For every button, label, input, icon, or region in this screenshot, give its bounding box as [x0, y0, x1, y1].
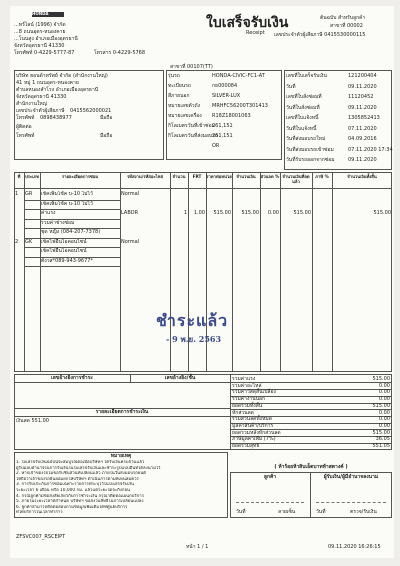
table-header-cell: รหัสงาน/รหัสอะไหล่ — [126, 174, 164, 179]
summary-label: มูลค่าสินค้า/บริการ — [232, 422, 274, 429]
page-number: หน้า 1 / 1 — [186, 544, 209, 550]
doc-info-label: วันที่ส่งมอบรถเข้าซ่อม — [286, 146, 334, 153]
table-header-cell: จำนวนเงินทั้งสิ้น — [347, 174, 377, 179]
company-address-2: ...โนนสูง อำเภอเมืองอุดรธานี — [14, 36, 78, 42]
table-header-cell: ส่วนลด % — [260, 174, 280, 179]
table-cell: GK — [25, 238, 33, 245]
customer-taxid: 0415562000021 — [70, 108, 112, 114]
vehicle-label: ทะเบียนรถ — [168, 83, 191, 89]
table-cell: 1 — [183, 210, 187, 216]
note-line: 6. ลูกค้าสามารถติดต่อสอบถามข้อมูลเพิ่มเติมได้ที่ศูนย์บริการ — [16, 504, 128, 510]
table-cell: 515.00 — [373, 210, 391, 216]
doc-info-value: 09.11.2020 — [348, 104, 377, 111]
vehicle-value: R18Z18001063 — [212, 113, 251, 119]
table-column-divider — [280, 172, 281, 372]
note-line: 2. หากเจ้าของรถไม่ขอรับชิ้นส่วนที่เปลี่ยนแล้ว ภายในวันส่งมอบรถยนต์ — [16, 471, 147, 477]
customer-contact-label: ผู้ติดต่อ — [16, 124, 32, 130]
summary-value: 0.00 — [378, 416, 390, 423]
receipt-subtitle: Receipt — [246, 30, 265, 36]
summary-label: รวมค่างานนอก — [232, 396, 266, 403]
table-column-divider — [312, 172, 313, 372]
summary-value: 515.00 — [372, 429, 390, 436]
summary-value: 36.05 — [375, 436, 390, 443]
note-line: ที่ให้บริการในเวลาทำการ — [16, 510, 63, 516]
customer-sign-role: ลูกค้า — [263, 474, 277, 480]
table-column-divider — [120, 172, 121, 372]
table-cell: 515.00 — [213, 210, 231, 216]
table-column-divider — [24, 172, 25, 372]
table-cell: เช็คเพิ่มโช้ค บ-10 ไม่ไว้ — [41, 191, 93, 197]
company-fax: โทรสาร 0-4229-5768 — [94, 50, 146, 56]
summary-label: ยอดรวมสุทธิ — [232, 443, 260, 449]
summary-value: 0.00 — [378, 422, 390, 429]
summary-value: 515.00 — [372, 376, 390, 382]
summary-row-line — [230, 449, 392, 450]
customer-taxid-label: เลขประจำตัวผู้เสียภาษี — [16, 108, 65, 114]
vehicle-value: 261,151 — [212, 123, 233, 129]
table-header-cell: ภาษี % — [315, 174, 329, 179]
summary-left-line-1 — [14, 382, 230, 383]
doc-info-label: วันที่ — [286, 83, 296, 90]
doc-info-label: เลขที่ใบสั่งซ่อมที่ — [286, 94, 322, 100]
table-cell: เช็คไฟอื่นไอคอนไซน์ — [41, 248, 87, 254]
paid-stamp-date: - 9 พ.ย. 2563 — [166, 334, 222, 344]
vehicle-value: SILVER-LUX — [212, 93, 241, 99]
summary-value: 0.00 — [378, 396, 390, 403]
note-line: 4. กรณีลูกค้ามีข้อสงสัยเกี่ยวกับการชำระเงิน กรุณาติดต่อแผนกบริการ — [16, 493, 145, 499]
note-line: 1. ใบเสร็จรับเงินฉบับนี้จะสมบูรณ์ต่อเมื่อบริษัทฯ ได้รับเงินครบถ้วนแล้ว — [16, 460, 145, 465]
summary-label: รวมค่าอะไหล่ — [232, 382, 262, 389]
doc-info-label: เลขที่ใบแจ้งหนี้ — [286, 115, 319, 121]
table-cell: Normal — [121, 238, 140, 245]
table-header-cell: รายละเอียดการซ่อม — [61, 174, 99, 179]
table-header-cell: ประเภท — [24, 174, 40, 179]
summary-divider — [230, 374, 231, 450]
company-tel: โทรศัพท์ 0-4229-5777-87 — [14, 50, 75, 56]
doc-info-value: 07.11.2020 17:34 — [348, 146, 393, 153]
doc-info-value: 07.11.2020 — [348, 125, 377, 132]
table-column-divider — [332, 172, 333, 372]
table-cell: 515.00 — [293, 210, 311, 216]
payment-detail-heading: รายละเอียดการชำระเงิน — [95, 409, 149, 415]
doc-info-value: 09.11.2020 — [348, 157, 377, 163]
summary-left-line-3 — [14, 416, 230, 417]
note-line: ผู้รับมอบอำนาจในการรับเงินในใบเสร็จรับเงินและชำระรูปแบบอื่นที่ได้ลงนามไว้ — [16, 465, 161, 471]
customer-address-1: 41 หมู่ 1 ถนนอุดร-หนองคาย — [16, 80, 79, 86]
table-cell: GR — [25, 191, 33, 197]
table-header-cell: จำนวน — [172, 174, 186, 179]
table-header-cell: จำนวนเงินที่ลดแล้ว — [282, 174, 310, 184]
customer-tel2-label: โทรศัพท์ — [16, 133, 35, 139]
items-header-line — [14, 188, 392, 189]
table-cell: 1.00 — [193, 210, 205, 216]
vehicle-label: สีภายนอก — [168, 93, 190, 99]
table-cell: เช็คเพิ่มโช้ค บ-10 ไม่ไว้ — [41, 200, 93, 207]
table-header-cell: FRT — [192, 174, 202, 179]
paid-stamp-text: ชำระแล้ว — [156, 311, 229, 330]
vehicle-value: กธ000084 — [212, 83, 238, 89]
customer-sign-label: ลายเซ็น — [278, 509, 296, 515]
doc-info-value: 04.09.2016 — [348, 136, 377, 142]
note-line: ให้ถือว่าเจ้าของรถยินยอมยกให้บริษัทฯ ดำเนินการตามที่เห็นสมควร — [16, 476, 139, 482]
doc-info-value: 11120452 — [348, 94, 374, 100]
company-address-1: ...8 ถนนอุดร-หนองคาย — [14, 29, 66, 35]
company-sign-check-label: ตรวจ/รับเงิน — [350, 509, 377, 515]
summary-value: 0.00 — [378, 382, 390, 389]
summary-label: ภาษีมูลค่าเพิ่ม (7%) — [232, 436, 276, 443]
paid-stamp — [150, 309, 270, 353]
vehicle-value: MRHFC56200T301413 — [212, 103, 268, 109]
company-sign-date-label: วันที่ — [316, 509, 326, 515]
doc-info-label: วันที่ใบแจ้งหนี้ — [286, 125, 317, 132]
table-cell: รวมค่าช่างซ่อม — [41, 219, 75, 226]
notes-heading: หมายเหตุ — [110, 453, 132, 459]
table-row-line — [24, 266, 120, 267]
doc-info-label: เลขที่ใบเสร็จรับเงิน — [286, 73, 327, 79]
summary-value: 515.00 — [372, 402, 390, 409]
company-sign-role: ผู้รับเงิน/ผู้มีอำนาจลงนาม — [323, 474, 379, 480]
summary-label: หักส่วนลด — [232, 409, 254, 416]
receipt-page — [10, 6, 394, 558]
vehicle-value: 261,151 — [212, 133, 233, 139]
table-cell: LABOR — [121, 210, 139, 216]
payment-ref-heading: เลขอ้างอิงการชำระ — [51, 375, 93, 381]
table-cell: 1 — [15, 191, 19, 197]
vehicle-label: หมายเลขตัวถัง — [168, 103, 201, 109]
doc-info-value: 09.11.2020 — [348, 83, 377, 90]
summary-value: 0.00 — [378, 389, 390, 396]
branch-number: สาขาที่ 00002 — [330, 23, 363, 29]
original-copy-label: ต้นฉบับ สำหรับลูกค้า — [320, 15, 366, 21]
doc-info-label: วันที่ส่งมอบรถใหม่ — [286, 136, 326, 142]
company-tax-id: เลขประจำตัวผู้เสียภาษี 0415530000115 — [274, 32, 366, 38]
table-cell: ตั้งวส*089-943-9677* — [41, 257, 93, 264]
customer-address-2: ตำบลหนองสำโรง อำเภอเมืองอุดรธานี — [16, 87, 99, 93]
doc-info-value: 121200404 — [348, 73, 377, 79]
summary-label: รวมส่วนลดทั้งหมด — [232, 416, 272, 423]
summary-label: รวมค่าแรง — [232, 376, 256, 382]
receipt-title: ใบเสร็จรับเงิน — [206, 15, 289, 31]
vehicle-value: HONDA-CIVIC-FC1-AT — [212, 73, 265, 79]
table-header-cell: ราคาต่อหน่วย — [206, 174, 232, 179]
customer-office: สำนักงานใหญ่ — [16, 101, 47, 107]
customer-tel: 0898438977 — [40, 115, 72, 121]
branch-stamp-label: สาขาที่ 00107(TT) — [170, 64, 213, 70]
customer-signature-line — [236, 502, 304, 503]
customer-mobile2-label: มือถือ — [100, 133, 113, 139]
table-cell: ชุด หญิง (084-207-7378) — [41, 229, 101, 235]
summary-label: ยอดรวมทั้งสิ้น — [232, 402, 263, 409]
payment-ref2-heading: เลขอ้างอิง/ชั้น — [164, 375, 196, 381]
customer-address-3: จังหวัดอุดรธานี 41330 — [16, 94, 67, 100]
customer-mobile-label: มือถือ — [100, 115, 113, 121]
summary-value: 551.05 — [372, 443, 390, 449]
doc-info-label: วันที่รับรถออกจากซ่อม — [286, 157, 335, 163]
company-address-3: จังหวัดอุดรธานี 41330 — [14, 43, 65, 49]
summary-label: รวมค่าวัสดุสิ้นเปลือง — [232, 389, 276, 396]
table-cell: ค่าแรง — [41, 210, 56, 216]
payment-cash-line: เงินสด 551.00 — [16, 418, 49, 424]
vehicle-label: กิโลเมตรวันที่ส่งมอบรถ — [168, 133, 218, 139]
company-signature-line — [316, 502, 386, 503]
customer-tel-label: โทรศัพท์ — [16, 115, 35, 121]
vehicle-label: กิโลเมตรวันที่เข้าซ่อม — [168, 123, 215, 129]
doc-info-label: วันที่ใบสั่งซ่อมที่ — [286, 104, 320, 111]
vehicle-value: OR — [212, 143, 220, 149]
table-cell: เช็คไฟอื่นไอคอนไซน์ — [41, 238, 87, 245]
form-code: ZFSVC007_RSCEIPT — [16, 534, 66, 540]
print-timestamp: 09.11.2020 16:26:15 — [328, 544, 381, 550]
note-line: 3. การรับประกันการซ่อมเฉพาะรายการที่ระบุไว้ในใบเสร็จรับเงิน — [16, 482, 134, 488]
note-line: ระยะเวลา 6 เดือน หรือ 10,000 กม. แล้วแต่ระยะใดจะถึงก่อน — [16, 488, 130, 493]
customer-sign-date-label: วันที่ — [236, 509, 246, 515]
table-cell: Normal — [121, 191, 140, 197]
logo-text: HONDA — [32, 11, 49, 16]
table-cell: 0.00 — [267, 210, 279, 216]
table-header-cell: จำนวนเงิน — [236, 174, 256, 179]
customer-name: บริษัท ฮอนด้าทรัพย์ จำกัด (สำนักงานใหญ่) — [16, 73, 108, 79]
amount-in-words: ( ห้าร้อยห้าสิบเอ็ดบาทห้าสตางค์ ) — [274, 464, 348, 470]
summary-value: 0.00 — [378, 409, 390, 416]
note-line: 5. ภายในระยะเวลาที่กำหนด บริษัทฯ ขอสงวนสิทธิ์ในการเปลี่ยนแปลง — [16, 499, 144, 505]
summary-label: ยอดรวมหลังหักส่วนลด — [232, 429, 281, 436]
table-cell: 2 — [15, 238, 19, 245]
doc-info-value: 1305852413 — [348, 115, 380, 121]
table-header-cell: ที่ — [17, 174, 21, 179]
table-cell: 515.00 — [241, 210, 259, 216]
vehicle-label: หมายเลขเครื่อง — [168, 113, 202, 119]
vehicle-label: รุ่นรถ — [168, 73, 180, 79]
company-name: ...ทร์ไลน์ (1996) จำกัด — [14, 22, 66, 28]
